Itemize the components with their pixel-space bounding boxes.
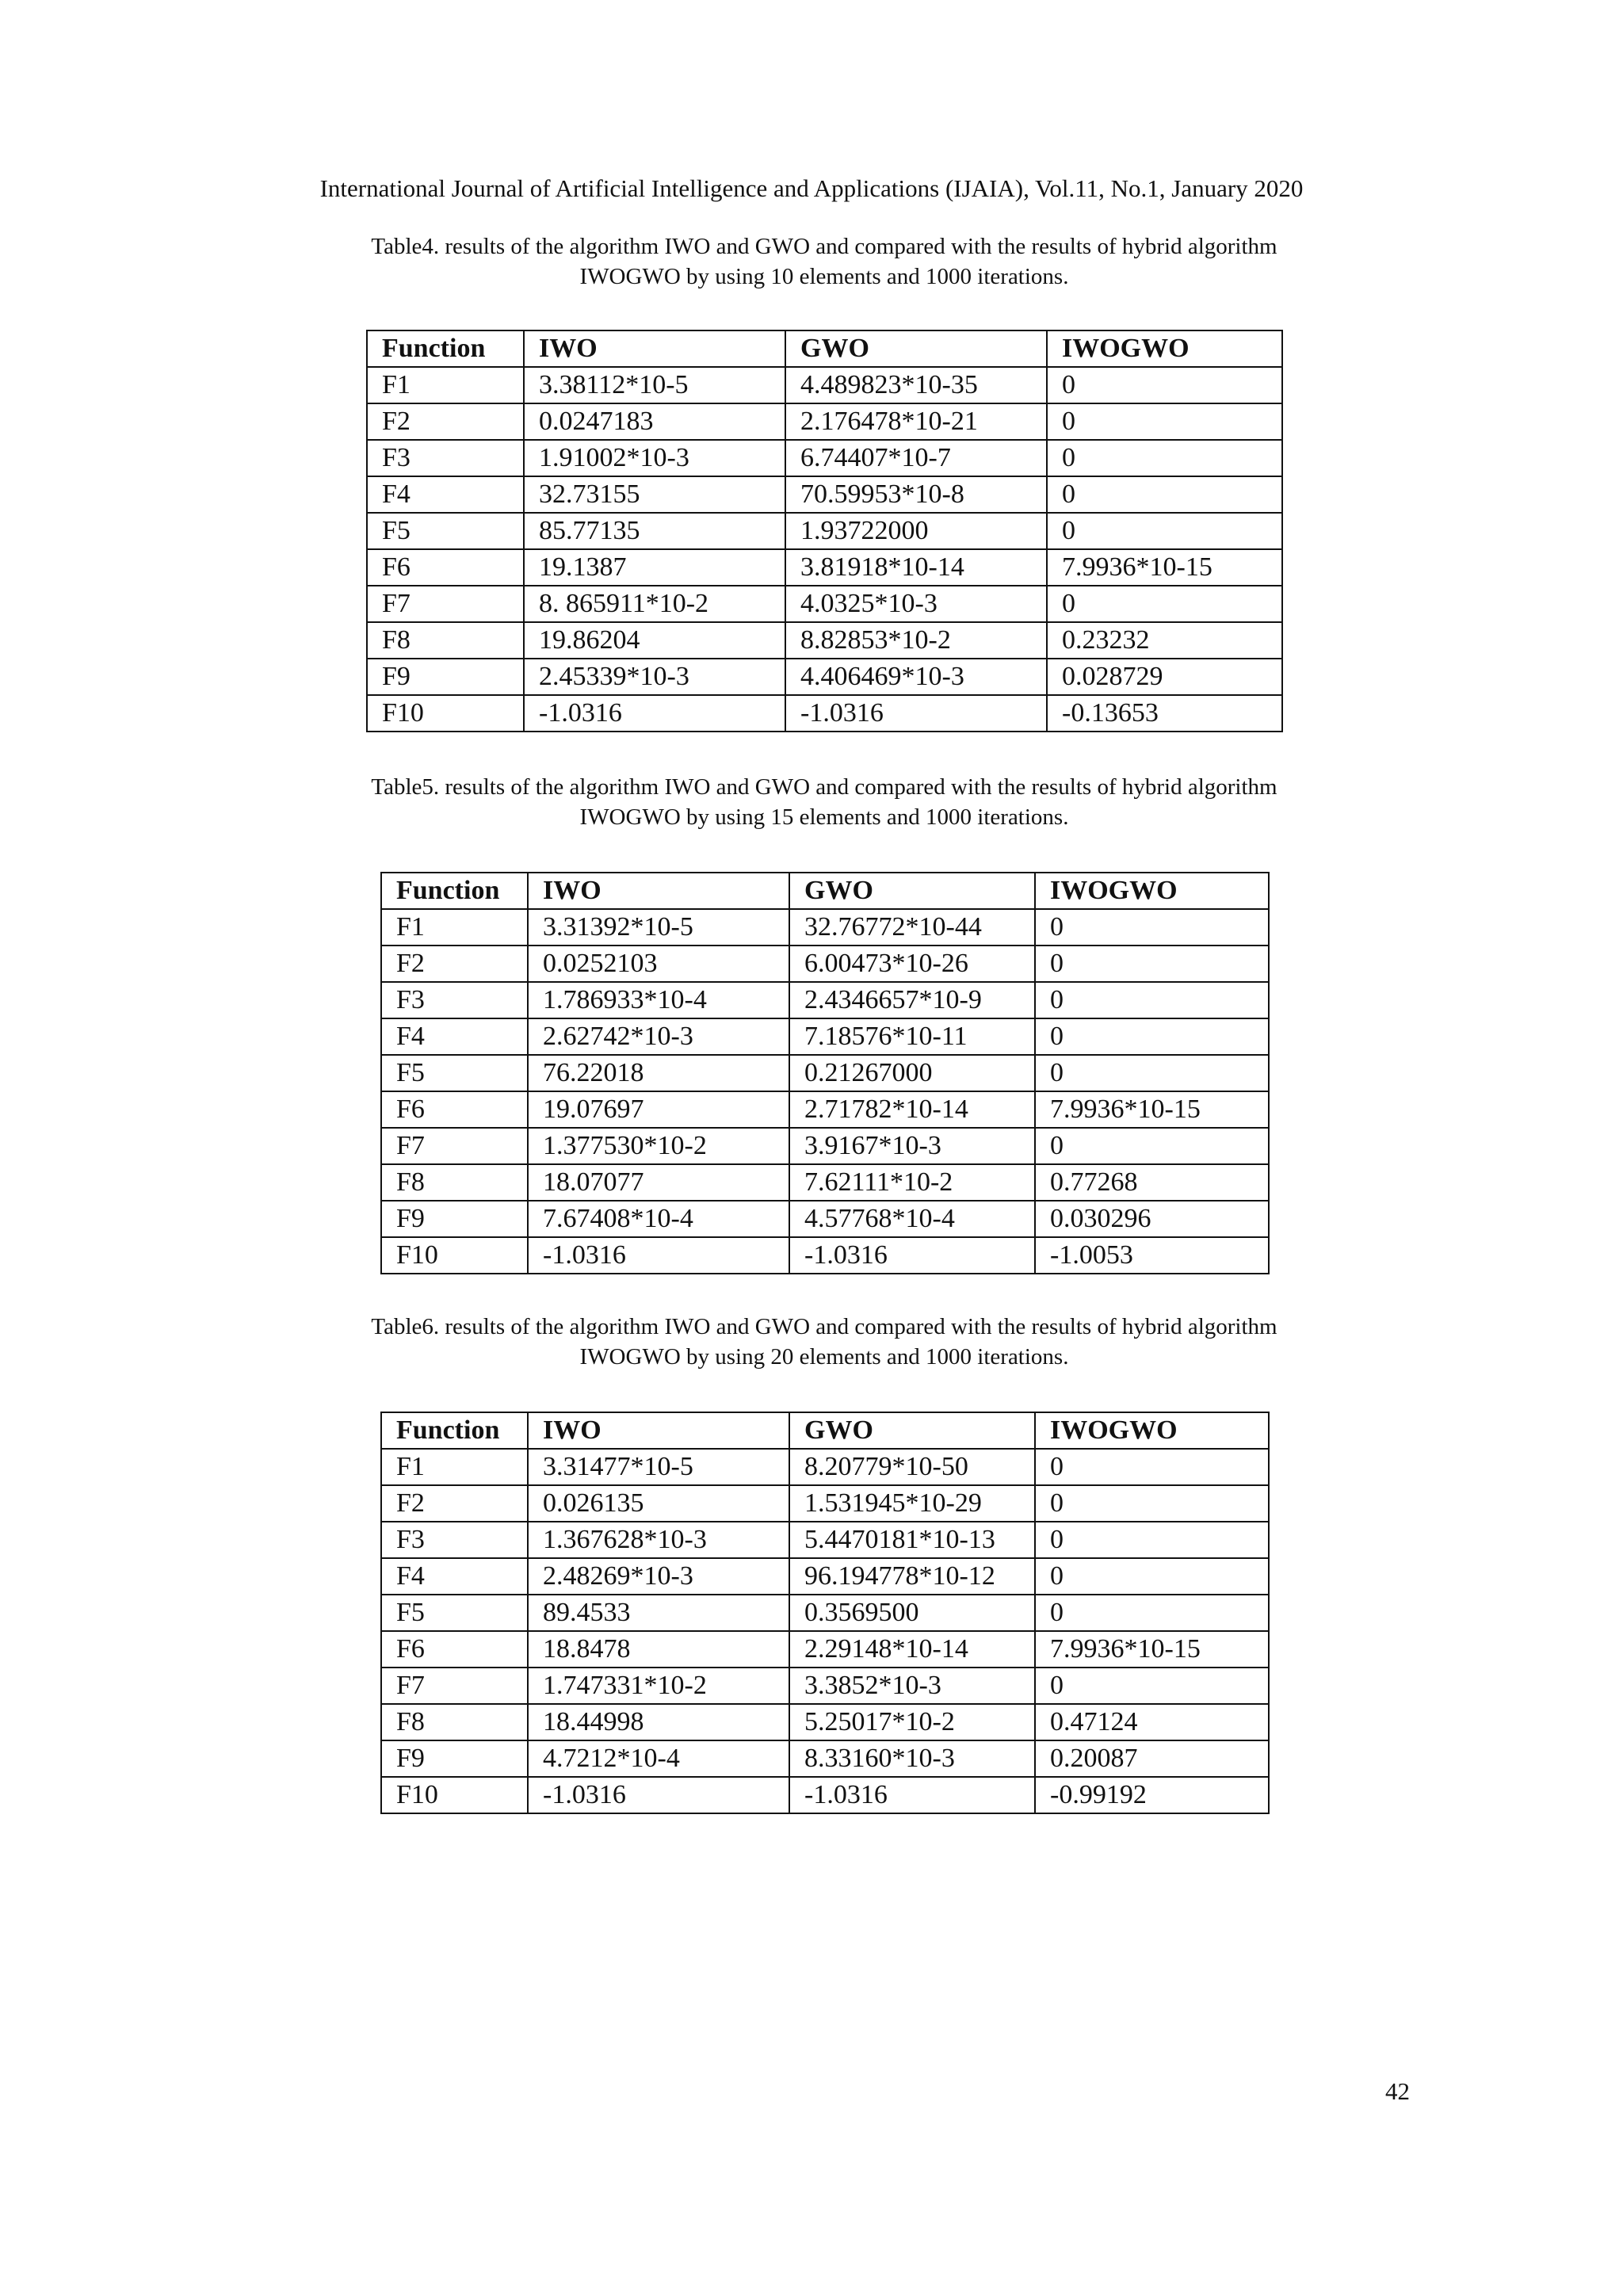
cell-iwogwo: 0 [1035,1558,1269,1595]
table-row [367,403,1282,440]
cell-gwo: 2.71782*10-14 [789,1091,1035,1128]
cell-iwo: 1.367628*10-3 [528,1522,789,1558]
cell-iwo: 18.44998 [528,1704,789,1740]
cell-function: F10 [367,695,524,732]
cell-iwogwo: 0 [1035,1485,1269,1522]
column-header-iwo: IWO [524,330,785,367]
cell-iwo: 3.38112*10-5 [524,367,785,403]
table-row [381,1237,1269,1274]
cell-function: F9 [381,1740,528,1777]
cell-iwo: 3.31392*10-5 [528,909,789,946]
table-header-row [381,873,1269,909]
table-row [381,1091,1269,1128]
table-row [381,1704,1269,1740]
table5-caption-line2: IWOGWO by using 15 elements and 1000 iterations. [579,804,1069,830]
cell-gwo: 70.59953*10-8 [785,476,1047,513]
cell-gwo: 3.9167*10-3 [789,1128,1035,1164]
table-row [381,946,1269,982]
table5-caption [238,772,1411,832]
cell-iwogwo: -1.0053 [1035,1237,1269,1274]
cell-iwogwo: 0 [1035,982,1269,1018]
cell-function: F2 [381,1485,528,1522]
cell-gwo: 3.81918*10-14 [785,549,1047,586]
cell-iwogwo: 0 [1047,367,1282,403]
cell-gwo: 5.4470181*10-13 [789,1522,1035,1558]
table6-caption-line1: Table6. results of the algorithm IWO and GWO and compared with the results of hybrid algorithm [371,1314,1277,1339]
cell-iwogwo: 0.77268 [1035,1164,1269,1201]
cell-function: F7 [367,586,524,622]
cell-iwogwo: 0 [1035,1668,1269,1704]
cell-gwo: -1.0316 [789,1237,1035,1274]
cell-gwo: 96.194778*10-12 [789,1558,1035,1595]
cell-gwo: 0.3569500 [789,1595,1035,1631]
table-row [381,1449,1269,1485]
cell-iwo: 3.31477*10-5 [528,1449,789,1485]
cell-gwo: 32.76772*10-44 [789,909,1035,946]
table-row [367,549,1282,586]
cell-iwo: 1.91002*10-3 [524,440,785,476]
cell-function: F5 [367,513,524,549]
column-header-iwo: IWO [528,873,789,909]
cell-iwo: 85.77135 [524,513,785,549]
cell-iwogwo: 7.9936*10-15 [1047,549,1282,586]
cell-iwo: 18.07077 [528,1164,789,1201]
cell-function: F1 [381,1449,528,1485]
column-header-function: Function [381,1412,528,1449]
cell-iwogwo: 0 [1035,1055,1269,1091]
cell-iwogwo: 0 [1035,1449,1269,1485]
cell-gwo: 4.406469*10-3 [785,659,1047,695]
cell-gwo: 8.33160*10-3 [789,1740,1035,1777]
table-row [367,586,1282,622]
cell-iwo: 1.786933*10-4 [528,982,789,1018]
cell-function: F8 [381,1704,528,1740]
cell-iwogwo: 0 [1047,440,1282,476]
cell-iwo: 19.1387 [524,549,785,586]
cell-iwo: 1.377530*10-2 [528,1128,789,1164]
cell-iwogwo: 0.20087 [1035,1740,1269,1777]
column-header-iwo: IWO [528,1412,789,1449]
cell-iwogwo: 7.9936*10-15 [1035,1631,1269,1668]
cell-gwo: 8.20779*10-50 [789,1449,1035,1485]
cell-function: F4 [367,476,524,513]
cell-iwo: -1.0316 [524,695,785,732]
cell-iwogwo: 0 [1035,1522,1269,1558]
cell-iwo: 0.026135 [528,1485,789,1522]
table-row [381,1018,1269,1055]
cell-gwo: 4.0325*10-3 [785,586,1047,622]
table-row [367,367,1282,403]
table5-caption-line1: Table5. results of the algorithm IWO and GWO and compared with the results of hybrid algorithm [371,774,1277,800]
cell-gwo: 1.531945*10-29 [789,1485,1035,1522]
cell-iwo: 89.4533 [528,1595,789,1631]
column-header-gwo: GWO [785,330,1047,367]
cell-iwogwo: 0 [1035,1128,1269,1164]
table-row [381,1201,1269,1237]
cell-function: F7 [381,1668,528,1704]
table4-caption-line2: IWOGWO by using 10 elements and 1000 iterations. [579,264,1069,289]
table5 [380,872,1270,1274]
table-row [367,695,1282,732]
cell-gwo: 7.62111*10-2 [789,1164,1035,1201]
cell-iwogwo: 0 [1047,513,1282,549]
table4-caption-line1: Table4. results of the algorithm IWO and GWO and compared with the results of hybrid algorithm [371,234,1277,259]
cell-function: F3 [367,440,524,476]
cell-iwogwo: -0.13653 [1047,695,1282,732]
cell-function: F1 [367,367,524,403]
cell-iwogwo: 0 [1035,946,1269,982]
cell-iwogwo: 0 [1035,1018,1269,1055]
column-header-iwogwo: IWOGWO [1035,873,1269,909]
cell-function: F3 [381,982,528,1018]
cell-iwogwo: 0 [1047,476,1282,513]
table-row [381,1558,1269,1595]
table-row [381,1777,1269,1813]
cell-function: F3 [381,1522,528,1558]
table-header-row [381,1412,1269,1449]
cell-iwo: 2.45339*10-3 [524,659,785,695]
cell-gwo: 0.21267000 [789,1055,1035,1091]
cell-function: F9 [367,659,524,695]
cell-gwo: 2.29148*10-14 [789,1631,1035,1668]
cell-function: F2 [381,946,528,982]
cell-iwo: 19.86204 [524,622,785,659]
cell-iwo: -1.0316 [528,1237,789,1274]
table-row [381,1668,1269,1704]
table-header-row [367,330,1282,367]
cell-iwogwo: 0 [1035,909,1269,946]
cell-gwo: 4.489823*10-35 [785,367,1047,403]
cell-iwo: 2.48269*10-3 [528,1558,789,1595]
cell-iwo: 0.0252103 [528,946,789,982]
cell-iwo: 1.747331*10-2 [528,1668,789,1704]
cell-function: F6 [381,1631,528,1668]
cell-iwogwo: 0.23232 [1047,622,1282,659]
cell-iwogwo: 0 [1047,403,1282,440]
cell-gwo: 6.74407*10-7 [785,440,1047,476]
table-row [381,1164,1269,1201]
cell-iwogwo: 7.9936*10-15 [1035,1091,1269,1128]
cell-function: F4 [381,1558,528,1595]
table-row [367,440,1282,476]
cell-gwo: 1.93722000 [785,513,1047,549]
cell-iwogwo: 0 [1047,586,1282,622]
cell-iwo: 32.73155 [524,476,785,513]
table-row [367,513,1282,549]
cell-function: F10 [381,1777,528,1813]
table-row [367,659,1282,695]
column-header-gwo: GWO [789,873,1035,909]
cell-iwo: 18.8478 [528,1631,789,1668]
cell-gwo: 5.25017*10-2 [789,1704,1035,1740]
table-row [381,1740,1269,1777]
cell-function: F10 [381,1237,528,1274]
cell-iwo: 19.07697 [528,1091,789,1128]
cell-function: F6 [367,549,524,586]
cell-iwo: 2.62742*10-3 [528,1018,789,1055]
cell-gwo: 2.4346657*10-9 [789,982,1035,1018]
column-header-iwogwo: IWOGWO [1035,1412,1269,1449]
cell-gwo: 7.18576*10-11 [789,1018,1035,1055]
table-row [381,1128,1269,1164]
cell-iwo: 7.67408*10-4 [528,1201,789,1237]
table6 [380,1412,1270,1814]
cell-iwo: 8. 865911*10-2 [524,586,785,622]
column-header-gwo: GWO [789,1412,1035,1449]
column-header-function: Function [367,330,524,367]
cell-function: F8 [381,1164,528,1201]
cell-function: F4 [381,1018,528,1055]
table4 [366,330,1283,732]
cell-gwo: 2.176478*10-21 [785,403,1047,440]
cell-gwo: 3.3852*10-3 [789,1668,1035,1704]
cell-iwogwo: 0.47124 [1035,1704,1269,1740]
table-row [367,622,1282,659]
cell-gwo: 8.82853*10-2 [785,622,1047,659]
cell-function: F7 [381,1128,528,1164]
table-row [381,982,1269,1018]
cell-iwogwo: 0 [1035,1595,1269,1631]
page-number: 42 [1385,2077,1410,2105]
table-row [381,909,1269,946]
cell-function: F5 [381,1055,528,1091]
column-header-function: Function [381,873,528,909]
cell-iwo: 4.7212*10-4 [528,1740,789,1777]
cell-iwogwo: -0.99192 [1035,1777,1269,1813]
cell-iwo: -1.0316 [528,1777,789,1813]
table-row [381,1485,1269,1522]
cell-function: F1 [381,909,528,946]
cell-iwo: 76.22018 [528,1055,789,1091]
cell-iwogwo: 0.030296 [1035,1201,1269,1237]
cell-gwo: -1.0316 [789,1777,1035,1813]
cell-gwo: 4.57768*10-4 [789,1201,1035,1237]
cell-function: F5 [381,1595,528,1631]
cell-function: F8 [367,622,524,659]
cell-gwo: -1.0316 [785,695,1047,732]
table-row [381,1595,1269,1631]
cell-function: F9 [381,1201,528,1237]
table-row [381,1055,1269,1091]
cell-function: F2 [367,403,524,440]
table-row [381,1631,1269,1668]
cell-function: F6 [381,1091,528,1128]
cell-iwogwo: 0.028729 [1047,659,1282,695]
table-row [381,1522,1269,1558]
table-row [367,476,1282,513]
cell-gwo: 6.00473*10-26 [789,946,1035,982]
cell-iwo: 0.0247183 [524,403,785,440]
table4-caption [238,231,1411,292]
table6-caption-line2: IWOGWO by using 20 elements and 1000 iterations. [579,1344,1069,1370]
column-header-iwogwo: IWOGWO [1047,330,1282,367]
table6-caption [238,1312,1411,1372]
journal-header: International Journal of Artificial Intelligence and Applications (IJAIA), Vol.11, No.1, January 2020 [319,174,1304,202]
